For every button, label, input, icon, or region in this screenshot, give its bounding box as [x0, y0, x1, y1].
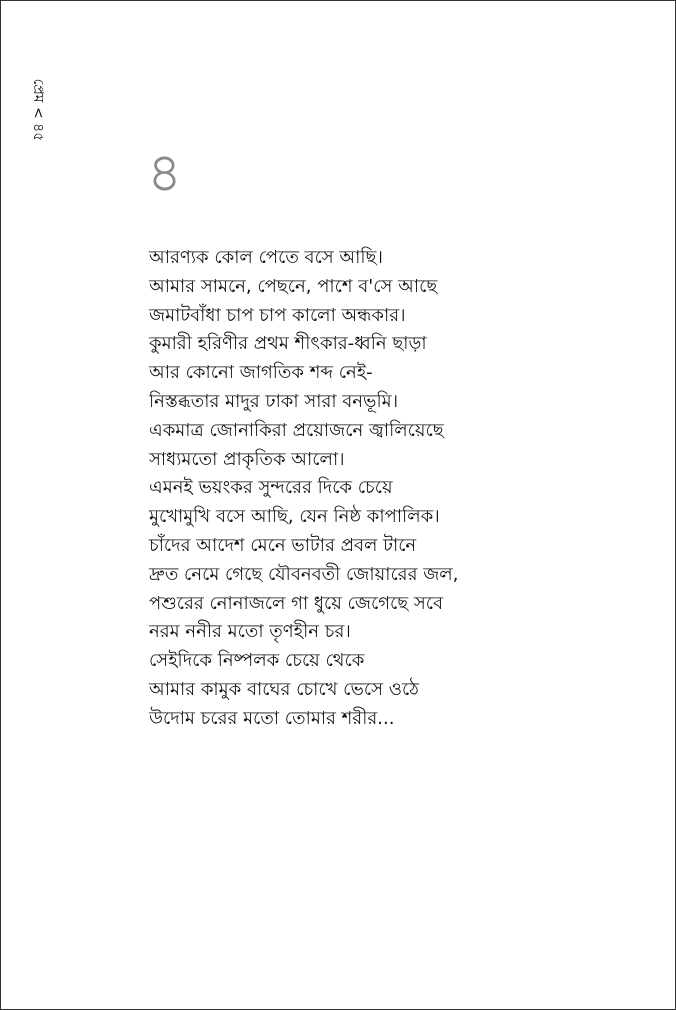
poem-line: আমার সামনে, পেছনে, পাশে ব'সে আছে	[149, 275, 438, 297]
poem-line: চাঁদের আদেশ মেনে ভাটার প্রবল টানে	[149, 534, 417, 556]
poem-number: ৪	[147, 141, 183, 204]
poem-line: দ্রুত নেমে গেছে যৌবনবতী জোয়ারের জল,	[149, 563, 459, 585]
poem-line: আমার কামুক বাঘের চোখে ভেসে ওঠে	[149, 678, 419, 700]
poem-line: একমাত্র জোনাকিরা প্রয়োজনে জ্বালিয়েছে	[149, 419, 444, 441]
poem-line: সাধ্যমতো প্রাকৃতিক আলো।	[149, 448, 345, 470]
poem-line: নিস্তব্ধতার মাদুর ঢাকা সারা বনভূমি।	[149, 390, 399, 412]
poem-line: নরম ননীর মতো তৃণহীন চর।	[149, 621, 351, 643]
running-head	[25, 75, 51, 145]
poem-line: আর কোনো জাগতিক শব্দ নেই-	[149, 362, 373, 384]
running-head-text: প্রেম < ৪৫	[30, 78, 46, 142]
poem-line: মুখোমুখি বসে আছি, যেন নিষ্ঠ কাপালিক।	[149, 506, 440, 528]
poem-line: উদোম চরের মতো তোমার শরীর...	[149, 707, 395, 729]
poem-line: জমাটবাঁধা চাপ চাপ কালো অন্ধকার।	[149, 304, 406, 326]
poem-line: সেইদিকে নিষ্পলক চেয়ে থেকে	[149, 650, 365, 672]
poem-line: আরণ্যক কোল পেতে বসে আছি।	[149, 247, 383, 268]
poem-line: পশুরের নোনাজলে গা ধুয়ে জেগেছে সবে	[149, 592, 443, 614]
poem-line: কুমারী হরিণীর প্রথম শীৎকার-ধ্বনি ছাড়া	[149, 333, 427, 355]
poem-line: এমনই ভয়ংকর সুন্দরের দিকে চেয়ে	[149, 477, 393, 499]
poem-body	[149, 244, 609, 734]
